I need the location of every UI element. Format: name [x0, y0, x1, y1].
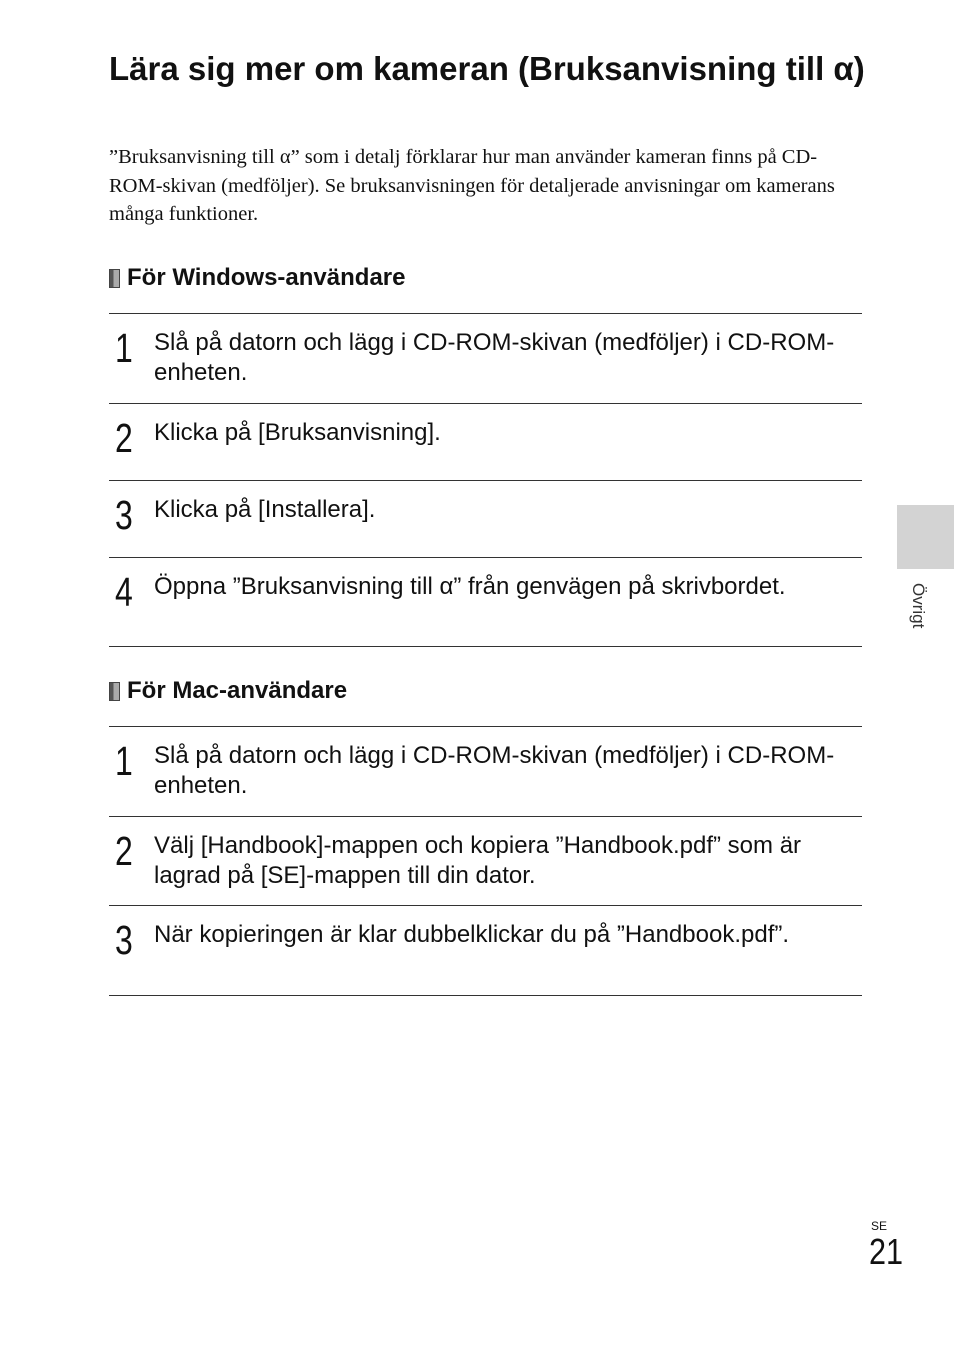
step-item [109, 313, 862, 403]
step-number: 4 [115, 569, 133, 615]
page-language-code: SE [871, 1219, 888, 1233]
step-item [109, 905, 862, 996]
section-marker-icon [109, 269, 120, 288]
section-heading-windows [109, 264, 809, 292]
section-heading-mac [109, 677, 809, 705]
page-title: Lära sig mer om kameran (Bruksanvisning till α) [109, 50, 865, 87]
step-number: 1 [115, 738, 133, 784]
step-number: 3 [115, 492, 133, 538]
windows-steps-list [109, 313, 862, 647]
step-item [109, 557, 862, 647]
chapter-tab-label: Övrigt [909, 583, 928, 629]
step-text: Slå på datorn och lägg i CD-ROM-skivan (medföljer) i CD-ROM-enheten. [154, 329, 835, 386]
chapter-tab [897, 505, 954, 569]
step-item [109, 816, 862, 905]
intro-paragraph: ”Bruksanvisning till α” som i detalj förklarar hur man använder kameran finns på CD-ROM-skivan (medföljer). Se bruksanvisningen för detaljerade anvisningar om kamerans många funktioner. [109, 146, 835, 225]
step-item [109, 726, 862, 816]
section-heading-text: För Mac-användare [127, 677, 348, 704]
step-number: 3 [115, 917, 133, 963]
step-text: Slå på datorn och lägg i CD-ROM-skivan (medföljer) i CD-ROM-enheten. [154, 742, 835, 799]
step-number: 1 [115, 325, 133, 371]
step-number: 2 [115, 828, 133, 874]
step-text: Välj [Handbook]-mappen och kopiera ”Handbook.pdf” som är lagrad på [SE]-mappen till din dator. [154, 832, 802, 889]
page-number: 21 [869, 1231, 904, 1272]
step-text: När kopieringen är klar dubbelklickar du på ”Handbook.pdf”. [154, 921, 790, 948]
step-text: Öppna ”Bruksanvisning till α” från genvägen på skrivbordet. [154, 573, 786, 600]
step-item [109, 403, 862, 480]
mac-steps-list [109, 726, 862, 996]
section-heading-text: För Windows-användare [127, 264, 406, 291]
step-item [109, 480, 862, 557]
step-text: Klicka på [Bruksanvisning]. [154, 419, 441, 446]
section-marker-icon [109, 682, 120, 701]
step-number: 2 [115, 415, 133, 461]
step-text: Klicka på [Installera]. [154, 496, 376, 523]
